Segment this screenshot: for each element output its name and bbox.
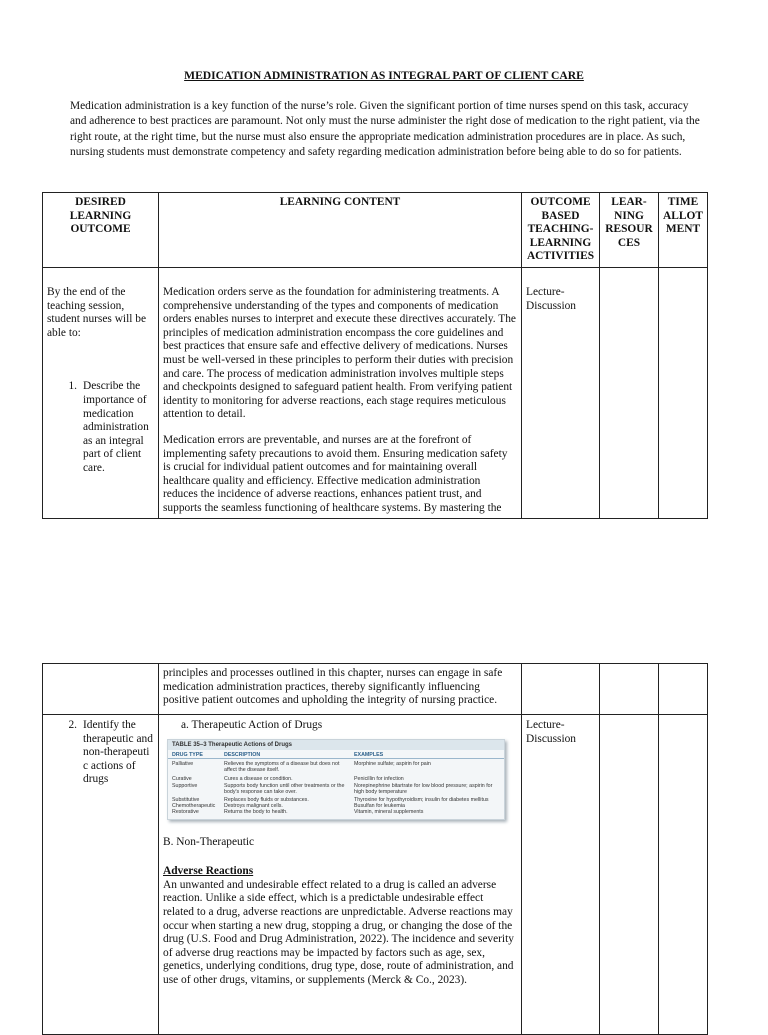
drug-description: Relieves the symptoms of a disease but does not affect the disease itself. xyxy=(224,761,340,774)
time-cell-2 xyxy=(659,664,708,715)
drug-table-row xyxy=(168,809,504,815)
drug-table-col-examples: EXAMPLES xyxy=(354,751,384,758)
time-cell-1 xyxy=(659,267,708,519)
drug-description: Destroys malignant cells. xyxy=(224,803,283,810)
header-time: TIME ALLOT MENT xyxy=(659,193,708,268)
drug-table-row xyxy=(168,761,504,773)
drug-type: Supportive xyxy=(172,782,198,789)
resources-cell-2 xyxy=(600,664,659,715)
outcome-text: Describe the importance of medication administration as an integral part of client care. xyxy=(83,380,149,474)
drug-table-caption: TABLE 35–3 Therapeutic Actions of Drugs xyxy=(168,740,504,750)
adverse-reactions-text: An unwanted and undesirable effect related to a drug is called an adverse reaction. Unlike a side effect, which is a predictable undesirable effect related to a drug, adverse reactions are unpredictable. Adverse reactions may occur when starting a new drug, stopping a drug, or changing the dose of the drug (U.S. Food and Drug Administration, 2022). The incidence and severity of adverse drug reactions may be impacted by factors such as age, sex, genetics, underlying conditions, drug type, dose, route of administration, and use of other drugs, vitamins, or supplements (Merck & Co., 2023). xyxy=(163,878,514,986)
header-outcome: DESIRED LEARNING OUTCOME xyxy=(43,193,159,268)
drug-table-row xyxy=(168,783,504,795)
content-cell-2: principles and processes outlined in this chapter, nurses can engage in safe medication administration practices, thereby significantly influencing positive patient outcomes and upholding the integrity of nursing practice. xyxy=(159,664,522,715)
drug-examples: Penicillin for infection xyxy=(354,776,404,783)
content-cell-1 xyxy=(159,267,522,519)
outcome-cell-2 xyxy=(43,664,159,715)
header-resources: LEAR-NING RESOUR CES xyxy=(600,193,659,268)
drug-table-col-type: DRUG TYPE xyxy=(172,751,203,758)
time-cell-3 xyxy=(659,715,708,1035)
content-paragraph-2: Medication errors are preventable, and nurses are at the forefront of implementing safety precautions to avoid them. Ensuring medication safety is crucial for individual patient outcomes and for maintaining overall healthcare quality and efficiency. Effective medication administration reduces the incidence of adverse reactions, enhances patient trust, and supports the seamless functioning of healthcare systems. By mastering the xyxy=(163,433,508,514)
outcome-text: Identify the therapeutic and non-therapeuti c actions of drugs xyxy=(83,719,153,786)
outcome-item-1 xyxy=(47,380,154,475)
drug-examples: Morphine sulfate; aspirin for pain xyxy=(354,761,431,767)
section-b-heading: B. Non-Therapeutic xyxy=(163,835,255,848)
content-cell-3 xyxy=(159,715,522,1035)
outcome-number: 1. xyxy=(68,380,77,393)
drug-description: Supports body function until other treatments or the body's response can take over. xyxy=(224,782,345,795)
drug-table-header xyxy=(168,750,504,759)
content-paragraph-1: Medication orders serve as the foundation for administering treatments. A comprehensive understanding of the types and components of medication orders enables nurses to interpret and execute these directives accurately. The principles of medication administration encompass the core guidelines and best practices that ensure safe and effective delivery of medications. Nurses must be well-versed in these principles to perform their duties with precision and care. The process of medication administration involves multiple steps and checkpoints designed to safeguard patient health. From verifying patient identity to monitoring for adverse reactions, each stage requires meticulous attention to detail. xyxy=(163,285,516,421)
drug-examples: Busulfan for leukemia xyxy=(354,803,405,810)
drug-description: Returns the body to health. xyxy=(224,809,288,816)
drug-examples: Norepinephrine bitartrate for low blood pressure; aspirin for high body temperature xyxy=(354,782,493,795)
resources-cell-1 xyxy=(600,267,659,519)
activity-cell-3: Lecture-Discussion xyxy=(522,715,600,1035)
document-title: MEDICATION ADMINISTRATION AS INTEGRAL PART OF CLIENT CARE xyxy=(184,69,584,82)
outcome-cell-1 xyxy=(43,267,159,519)
lesson-table-page-2 xyxy=(42,663,708,1035)
adverse-reactions-heading: Adverse Reactions xyxy=(163,865,254,878)
drug-examples: Vitamin, mineral supplements xyxy=(354,809,424,816)
section-a-heading: a. Therapeutic Action of Drugs xyxy=(181,719,323,731)
drug-type: Chemotherapeutic xyxy=(172,803,216,810)
outcome-item-2 xyxy=(47,719,154,787)
header-content: LEARNING CONTENT xyxy=(159,193,522,268)
intro-paragraph: Medication administration is a key function of the nurse’s role. Given the significant portion of time nurses spend on this task, accuracy and adherence to best practices are paramount. Not only must the nurse administer the right dose of medication to the right patient, via the right route, at the right time, but the nurse must also ensure the appropriate medication administration procedures are in place. As such, nursing students must demonstrate competency and safety regarding medication administration before being able to do so for patients. xyxy=(70,100,700,159)
drug-type: Substitutive xyxy=(172,797,200,804)
activity-cell-1: Lecture-Discussion xyxy=(522,267,600,519)
lesson-table-page-1 xyxy=(42,192,708,519)
therapeutic-actions-table-image xyxy=(167,739,505,820)
drug-description: Cures a disease or condition. xyxy=(224,776,293,783)
drug-table-col-description: DESCRIPTION xyxy=(224,751,261,758)
drug-type: Restorative xyxy=(172,809,199,816)
outcome-cell-3 xyxy=(43,715,159,1035)
outcome-number: 2. xyxy=(68,719,77,731)
drug-description: Replaces body fluids or substances. xyxy=(224,797,309,804)
resources-cell-3 xyxy=(600,715,659,1035)
header-activities: OUTCOME BASED TEACHING-LEARNING ACTIVITIES xyxy=(522,193,600,268)
drug-type: Curative xyxy=(172,776,192,783)
drug-type: Palliative xyxy=(172,761,194,767)
drug-examples: Thyroxine for hypothyroidism; insulin for diabetes mellitus xyxy=(354,797,489,804)
outcome-intro: By the end of the teaching session, student nurses will be able to: xyxy=(47,285,147,339)
activity-cell-2 xyxy=(522,664,600,715)
